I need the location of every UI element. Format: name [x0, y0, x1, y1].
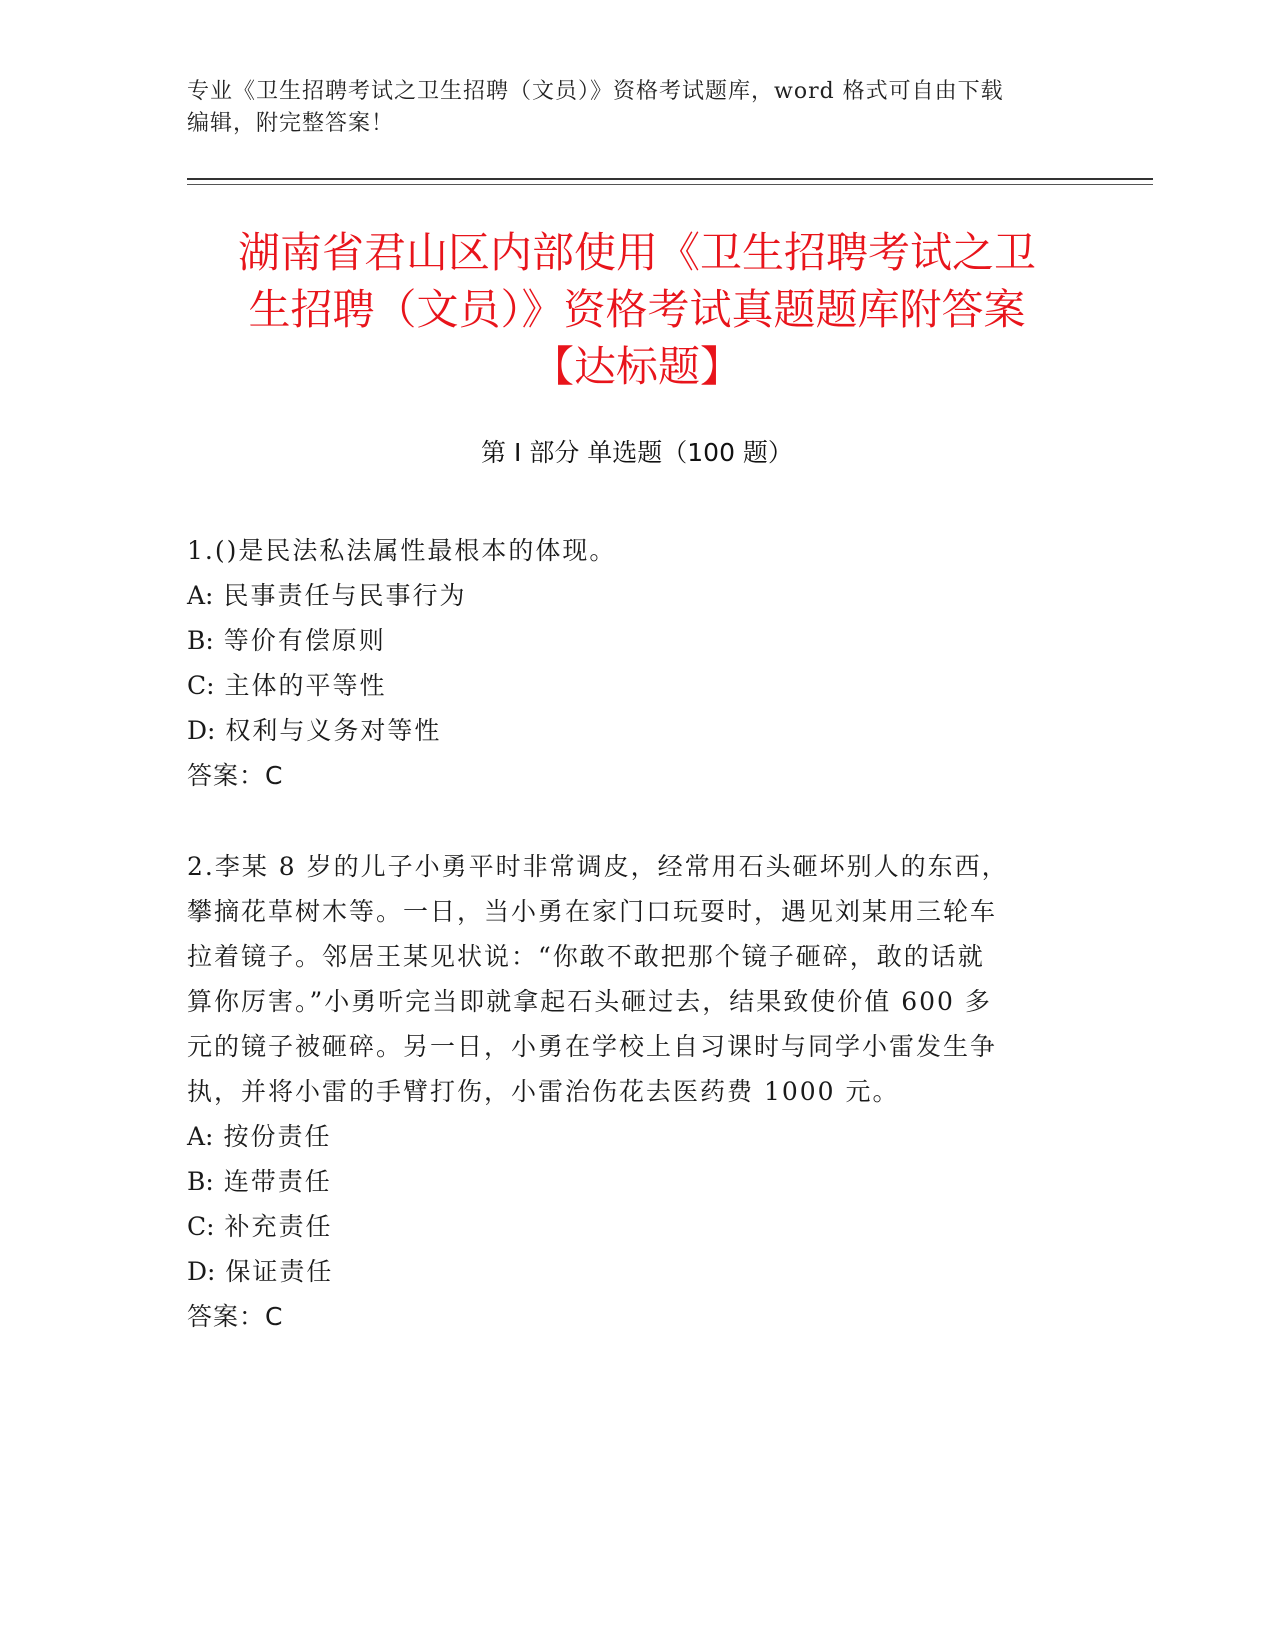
option-label: D:: [187, 1257, 216, 1286]
option-label: A:: [187, 1122, 214, 1151]
option-label: A:: [187, 581, 214, 610]
document-title: [187, 224, 1087, 395]
question-stem-line: 元的镜子被砸碎。另一日，小勇在学校上自习课时与同学小雷发生争: [187, 1032, 998, 1061]
answer-line: 答案：C: [187, 1302, 284, 1331]
option-d: [187, 1249, 1067, 1294]
option-text: 补充责任: [224, 1212, 333, 1241]
document-title-line-1: 湖南省君山区内部使用《卫生招聘考试之卫: [237, 228, 1036, 277]
question-stem-line: 执，并将小雷的手臂打伤，小雷治伤花去医药费 1000 元。: [187, 1077, 900, 1106]
option-a: [187, 573, 1067, 618]
option-label: D:: [187, 716, 216, 745]
option-text: 主体的平等性: [224, 671, 387, 700]
option-label: B:: [187, 1167, 214, 1196]
option-text: 保证责任: [225, 1257, 334, 1286]
option-text: 权利与义务对等性: [225, 716, 442, 745]
option-text: 民事责任与民事行为: [223, 581, 467, 610]
option-text: 按份责任: [223, 1122, 332, 1151]
option-a: [187, 1114, 1067, 1159]
header-divider-thin: [187, 184, 1153, 185]
option-label: C:: [187, 671, 215, 700]
section-heading: 第 I 部分 单选题（100 题）: [481, 438, 793, 467]
question-stem-line: 1.()是民法私法属性最根本的体现。: [187, 536, 617, 565]
option-d: [187, 708, 1067, 753]
header-note: [187, 76, 1087, 140]
question-stem-line: 2.李某 8 岁的儿子小勇平时非常调皮，经常用石头砸坏别人的东西，: [187, 852, 1009, 881]
question-stem-line: 攀摘花草树木等。一日，当小勇在家门口玩耍时，遇见刘某用三轮车: [187, 897, 998, 926]
option-label: C:: [187, 1212, 215, 1241]
option-label: B:: [187, 626, 214, 655]
question-1: [187, 528, 1067, 798]
option-b: [187, 1159, 1067, 1204]
header-note-line-1: 专业《卫生招聘考试之卫生招聘（文员）》资格考试题库，word 格式可自由下载: [187, 79, 1004, 104]
option-text: 等价有偿原则: [223, 626, 386, 655]
answer-line: 答案：C: [187, 761, 284, 790]
option-text: 连带责任: [223, 1167, 332, 1196]
header-divider-thick: [187, 178, 1153, 180]
header-note-line-2: 编辑，附完整答案！: [187, 111, 395, 136]
question-stem-line: 算你厉害。”小勇听完当即就拿起石头砸过去，结果致使价值 600 多: [187, 987, 992, 1016]
option-b: [187, 618, 1067, 663]
question-2: [187, 844, 1067, 1339]
option-c: [187, 663, 1067, 708]
document-title-line-3: 【达标题】: [531, 342, 742, 391]
document-title-line-2: 生招聘（文员）》资格考试真题题库附答案: [248, 285, 1026, 334]
question-stem-line: 拉着镜子。邻居王某见状说：“你敢不敢把那个镜子砸碎，敢的话就: [187, 942, 985, 971]
option-c: [187, 1204, 1067, 1249]
